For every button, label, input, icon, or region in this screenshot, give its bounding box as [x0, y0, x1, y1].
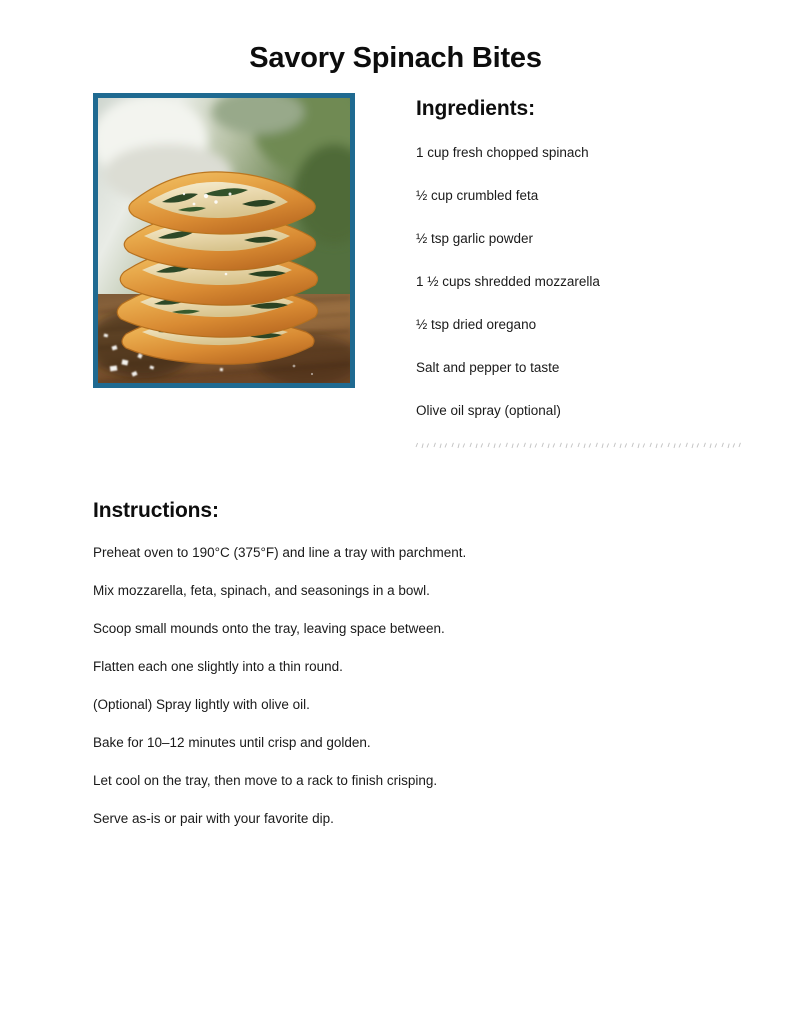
list-item: Flatten each one slightly into a thin round.	[93, 659, 343, 674]
list-item: Scoop small mounds onto the tray, leaving space between.	[93, 621, 445, 636]
list-item: (Optional) Spray lightly with olive oil.	[93, 697, 310, 712]
list-item: 1 ½ cups shredded mozzarella	[416, 274, 600, 289]
list-item: Olive oil spray (optional)	[416, 403, 561, 418]
spinach-bites-photo-illustration	[98, 98, 350, 383]
instructions-section	[93, 498, 733, 828]
clipped-text-artifact	[414, 440, 744, 450]
list-item: Let cool on the tray, then move to a rack to finish crisping.	[93, 773, 438, 788]
list-item: Preheat oven to 190°C (375°F) and line a tray with parchment.	[93, 545, 467, 560]
list-item: ½ tsp dried oregano	[416, 317, 537, 332]
list-item: ½ cup crumbled feta	[416, 188, 539, 203]
recipe-photo-frame	[93, 93, 355, 388]
instructions-heading: Instructions:	[93, 499, 219, 522]
ingredients-section	[416, 96, 756, 420]
list-item: Bake for 10–12 minutes until crisp and golden.	[93, 735, 371, 750]
list-item: Salt and pepper to taste	[416, 360, 560, 375]
list-item: Serve as-is or pair with your favorite dip.	[93, 811, 334, 826]
page-title: Savory Spinach Bites	[249, 42, 542, 74]
list-item: 1 cup fresh chopped spinach	[416, 145, 589, 160]
list-item: ½ tsp garlic powder	[416, 231, 534, 246]
ingredients-heading: Ingredients:	[416, 97, 535, 120]
recipe-photo	[98, 98, 350, 383]
list-item: Mix mozzarella, feta, spinach, and seasonings in a bowl.	[93, 583, 430, 598]
